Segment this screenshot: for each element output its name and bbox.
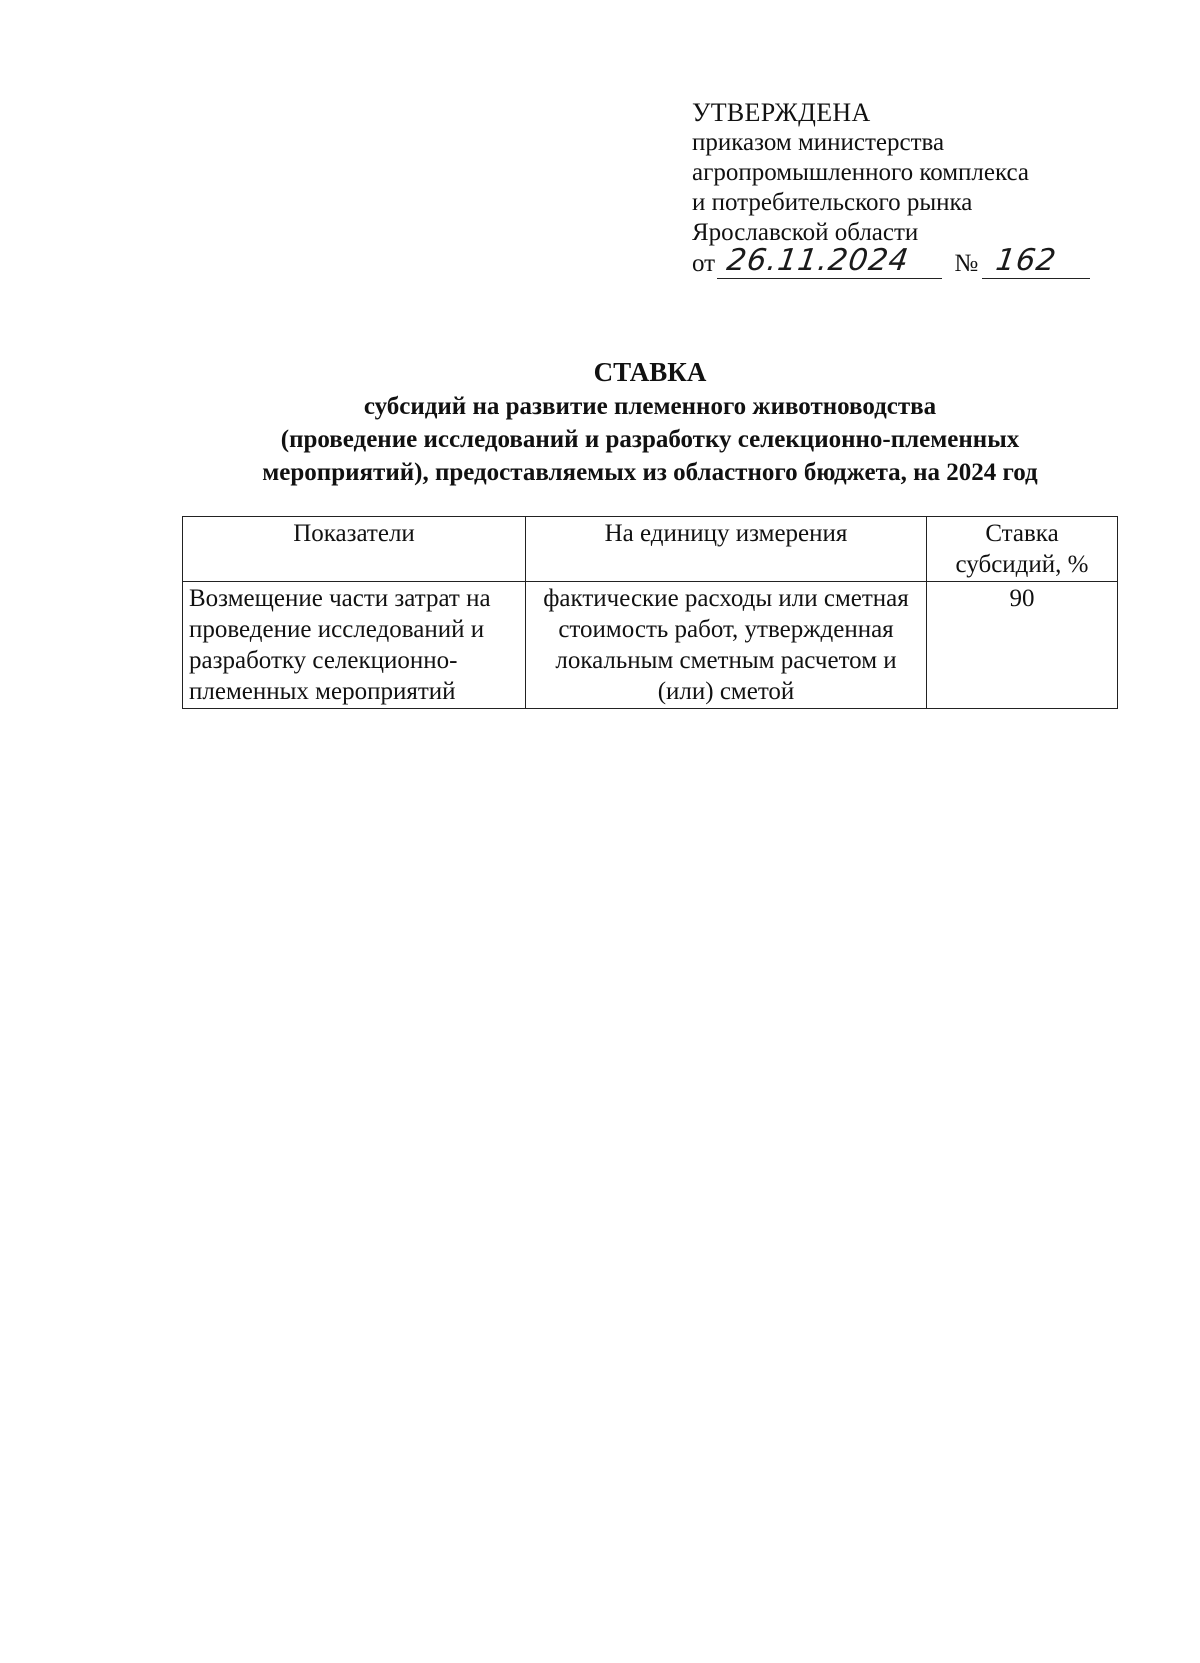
cell-unit: фактические расходы или сметная стоимость работ, утвержденная локальным сметным расчетом и (или) сметой bbox=[526, 582, 927, 709]
rates-table bbox=[182, 516, 1118, 709]
title-line: мероприятий), предоставляемых из областного бюджета, на 2024 год bbox=[262, 459, 1038, 486]
approval-heading: УТВЕРЖДЕНА bbox=[692, 98, 871, 127]
cell-indicator: Возмещение части затрат на проведение исследований и разработку селекционно-племенных мероприятий bbox=[183, 582, 526, 709]
title-line: (проведение исследований и разработку селекционно-племенных bbox=[280, 426, 1020, 453]
cell-rate: 90 bbox=[927, 582, 1118, 709]
number-prefix: № bbox=[954, 250, 979, 277]
header-rate: Ставка субсидий, % bbox=[927, 517, 1118, 582]
document-title bbox=[150, 356, 1150, 489]
title-main: СТАВКА bbox=[593, 357, 707, 387]
approval-line: агропромышленного комплекса bbox=[692, 159, 1030, 186]
title-line: субсидий на развитие племенного животноводства bbox=[363, 393, 937, 420]
table-header-row bbox=[183, 517, 1118, 582]
approval-block bbox=[692, 98, 1090, 282]
date-field bbox=[717, 243, 942, 279]
date-prefix: от bbox=[692, 250, 716, 277]
number-field bbox=[982, 243, 1090, 279]
header-unit: На единицу измерения bbox=[526, 517, 927, 582]
handwritten-number: 162 bbox=[993, 243, 1060, 278]
approval-line: и потребительского рынка bbox=[692, 189, 973, 216]
approval-line: Ярославской области bbox=[692, 219, 919, 246]
handwritten-date: 26.11.2024 bbox=[724, 243, 912, 278]
approval-line: приказом министерства bbox=[692, 129, 945, 156]
table-row bbox=[183, 582, 1118, 709]
header-indicators: Показатели bbox=[183, 517, 526, 582]
approval-date-number-row bbox=[692, 243, 1090, 282]
